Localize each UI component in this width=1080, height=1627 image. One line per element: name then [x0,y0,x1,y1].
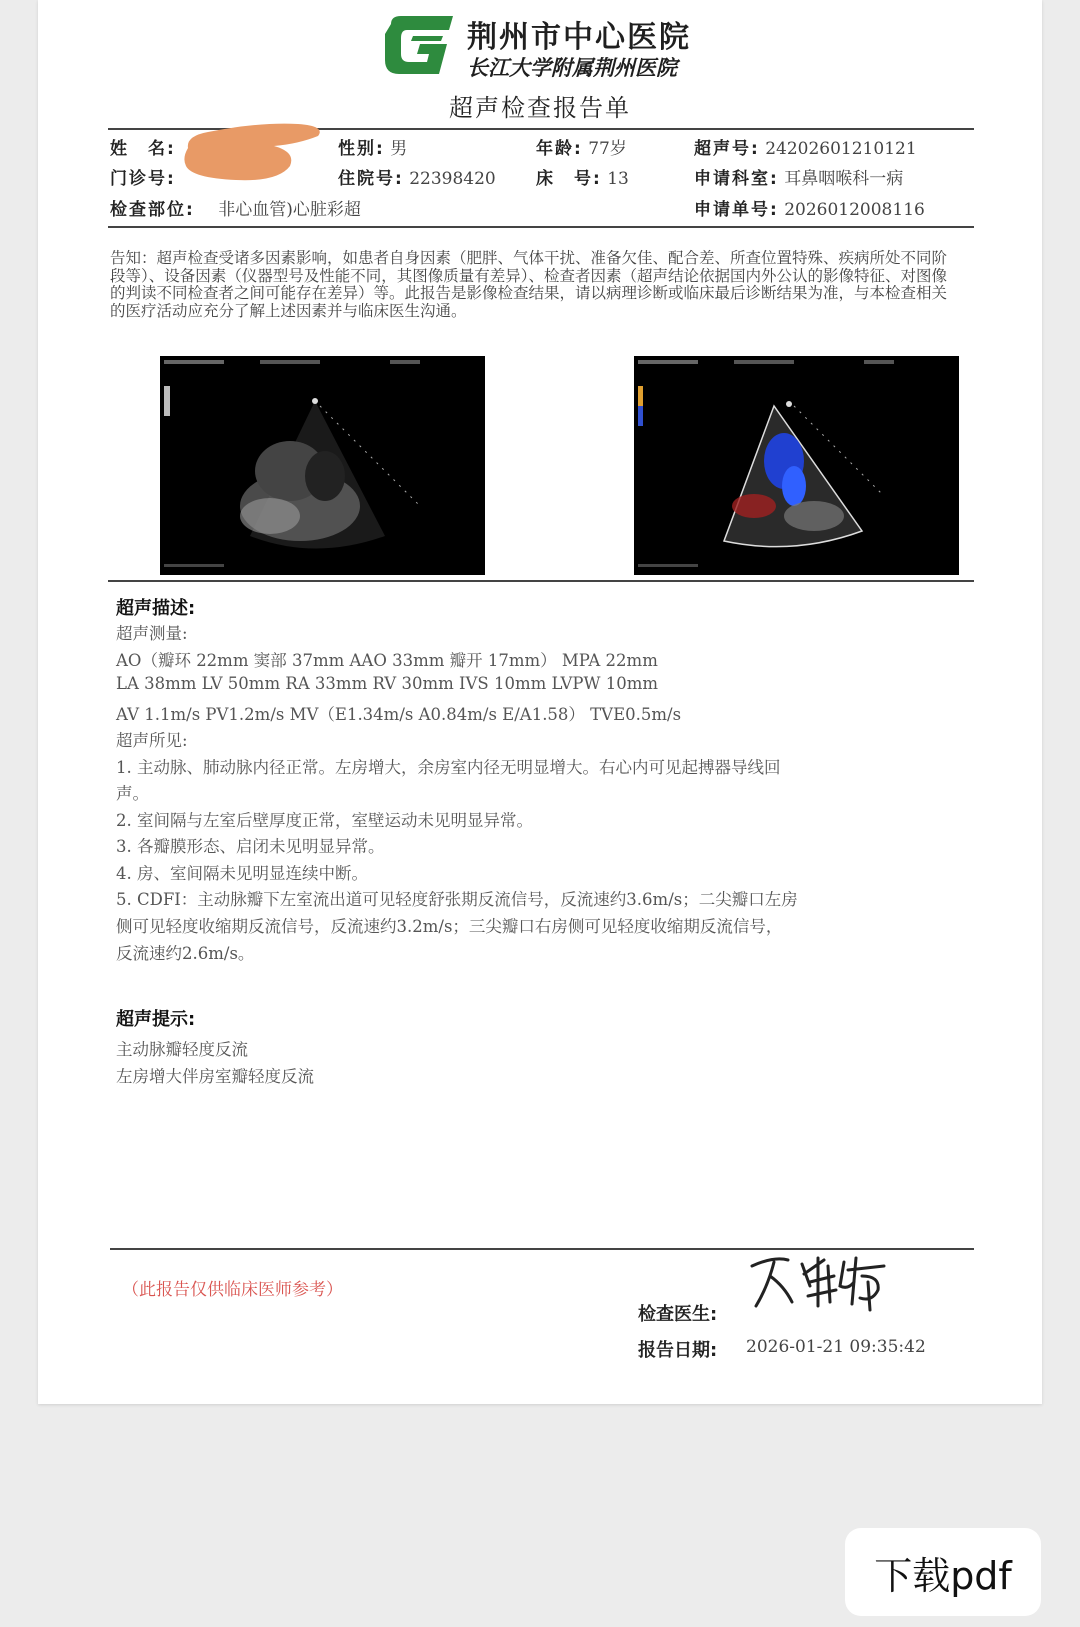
request-number [694,195,925,220]
inpatient-number-label: 住院号: [338,169,404,189]
outpatient-number-label: 门诊号: [110,169,176,189]
patient-name [110,134,176,159]
requesting-department-label: 申请科室: [694,169,779,189]
ultrasound-number-value: 24202601210121 [765,139,917,159]
patient-gender-label: 性别: [338,139,385,159]
findings-line: 声。 [116,784,149,803]
patient-age-label: 年龄: [536,139,583,159]
report-page [38,0,1042,1404]
findings-line: 反流速约2.6m/s。 [116,944,255,963]
ultrasound-image-right [634,356,959,575]
images-divider [108,580,974,582]
echo-image-bw [160,356,485,575]
patient-name-label: 姓 名: [110,139,176,159]
hospital-name: 荆州市中心医院 [467,20,691,55]
findings-line: 3. 各瓣膜形态、启闭未见明显异常。 [116,837,385,856]
report-date-value: 2026-01-21 09:35:42 [746,1337,926,1357]
conclusion-title: 超声提示: [116,1009,196,1030]
ultrasound-image-left [160,356,485,575]
findings-line: 2. 室间隔与左室后壁厚度正常，室壁运动未见明显异常。 [116,811,533,830]
requesting-department [694,164,903,189]
findings-line: 5. CDFI：主动脉瓣下左室流出道可见轻度舒张期反流信号，反流速约3.6m/s；二尖瓣口左房 [116,890,798,909]
inpatient-number [338,164,496,189]
doctor-signature [744,1246,894,1314]
measurement-title: 超声测量: [116,624,188,643]
report-date-label: 报告日期: [638,1340,718,1361]
download-pdf-button[interactable]: 下载pdf [845,1528,1041,1616]
description-title: 超声描述: [116,598,196,619]
ultrasound-number [694,134,917,159]
redaction-smudge [178,118,328,184]
patient-age [536,134,627,159]
bed-number [536,164,629,189]
request-number-label: 申请单号: [694,200,779,220]
ultrasound-number-label: 超声号: [694,139,760,159]
notice-text: 告知：超声检查受诸多因素影响，如患者自身因素（肥胖、气体干扰、准备欠佳、配合差、所查位置特殊、疾病所处不同阶段等）、设备因素（仪器型号及性能不同，其图像质量有差异）、检查者因素（超声结论依据国内外公认的影像特征、对图像的判读不同检查者之间可能存在差异）等。此报告是影像检查结果，请以病理诊断或临床最后诊断结果为准，与本检查相关的医疗活动应充分了解上述因素并与临床医生沟通。 [110,249,948,320]
patient-gender [338,134,407,159]
conclusion-line: 左房增大伴房室瓣轻度反流 [116,1067,314,1086]
bed-number-value: 13 [607,169,629,189]
conclusion-line: 主动脉瓣轻度反流 [116,1040,248,1059]
echo-image-color-doppler [634,356,959,575]
reference-note: （此报告仅供临床医师参考） [122,1280,343,1300]
doctor-label: 检查医生: [638,1304,718,1325]
hospital-logo-icon [383,14,457,76]
outpatient-number [110,164,176,189]
patient-age-value: 77岁 [588,139,627,159]
measurement-line: AO（瓣环 22mm 窦部 37mm AAO 33mm 瓣开 17mm） MPA 22mm [116,651,658,670]
measurement-line: AV 1.1m/s PV1.2m/s MV（E1.34m/s A0.84m/s E/A1.58） TVE0.5m/s [116,705,682,724]
hospital-logo [383,12,703,82]
request-number-value: 2026012008116 [784,200,925,220]
requesting-department-value: 耳鼻咽喉科一病 [784,169,904,189]
report-title: 超声检查报告单 [449,94,631,122]
measurement-line: LA 38mm LV 50mm RA 33mm RV 30mm IVS 10mm LVPW 10mm [116,674,659,693]
findings-title: 超声所见: [116,731,188,750]
exam-part-value: 非心血管)心脏彩超 [218,200,361,220]
hospital-sub-name: 长江大学附属荆州医院 [467,56,677,80]
exam-part-label: 检查部位: [110,200,195,220]
findings-line: 侧可见轻度收缩期反流信号，反流速约3.2m/s；三尖瓣口右房侧可见轻度收缩期反流信号， [116,917,783,936]
patient-gender-value: 男 [390,139,408,159]
header-divider-bottom [108,226,974,228]
inpatient-number-value: 22398420 [409,169,496,189]
exam-part [110,195,361,220]
findings-line: 1. 主动脉、肺动脉内径正常。左房增大，余房室内径无明显增大。右心内可见起搏器导线回 [116,758,781,777]
bed-number-label: 床 号: [536,169,602,189]
findings-line: 4. 房、室间隔未见明显连续中断。 [116,864,368,883]
